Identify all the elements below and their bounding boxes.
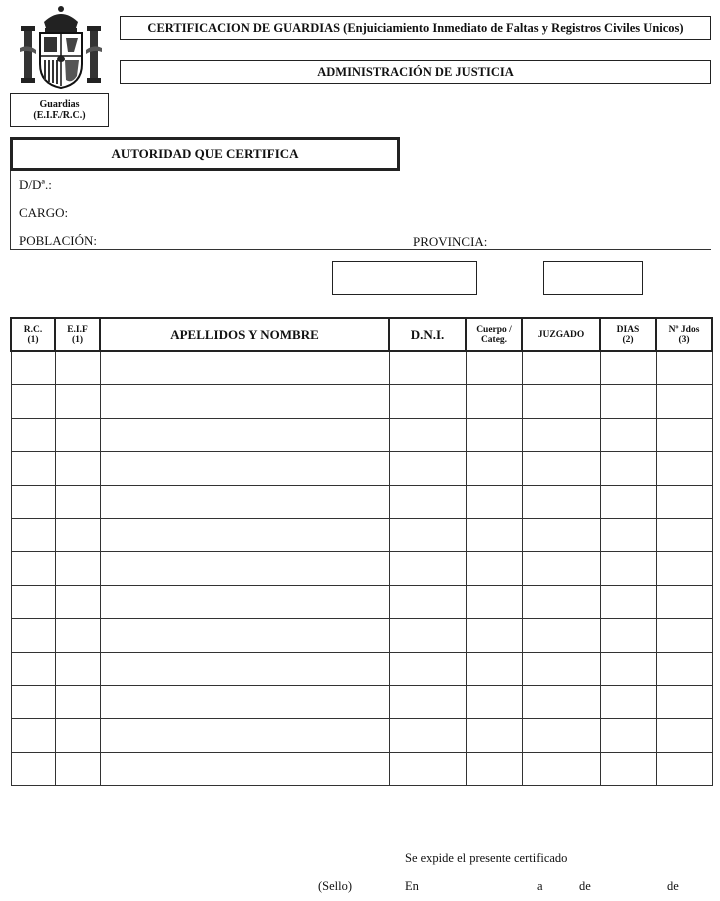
table-cell-eif[interactable] — [55, 351, 100, 385]
table-cell-dias[interactable] — [600, 752, 656, 785]
table-row — [11, 752, 712, 785]
table-cell-apellidos-nombre[interactable] — [100, 752, 389, 785]
table-cell-apellidos-nombre[interactable] — [100, 485, 389, 518]
table-cell-dias[interactable] — [600, 351, 656, 385]
table-cell-cuerpo-categ[interactable] — [466, 351, 522, 385]
table-cell-num-juzgados[interactable] — [656, 385, 712, 418]
column-header-num-juzgados: Nº Jdos (3) — [656, 318, 712, 351]
place-field[interactable] — [425, 877, 530, 893]
table-cell-rc[interactable] — [11, 752, 55, 785]
table-cell-apellidos-nombre[interactable] — [100, 418, 389, 451]
table-cell-apellidos-nombre[interactable] — [100, 552, 389, 585]
table-cell-juzgado[interactable] — [522, 485, 600, 518]
table-cell-dias[interactable] — [600, 585, 656, 618]
column-header-dias: DIAS (2) — [600, 318, 656, 351]
table-cell-cuerpo-categ[interactable] — [466, 652, 522, 685]
table-cell-num-juzgados[interactable] — [656, 752, 712, 785]
table-cell-dias[interactable] — [600, 452, 656, 485]
table-cell-juzgado[interactable] — [522, 518, 600, 551]
table-cell-eif[interactable] — [55, 418, 100, 451]
place-label: En — [405, 879, 419, 893]
table-cell-cuerpo-categ[interactable] — [466, 752, 522, 785]
name-field[interactable] — [60, 176, 700, 194]
table-cell-num-juzgados[interactable] — [656, 552, 712, 585]
coat-of-arms-emblem — [18, 4, 104, 90]
table-body — [11, 351, 712, 786]
table-cell-rc[interactable] — [11, 552, 55, 585]
table-row — [11, 518, 712, 551]
issued-statement: Se expide el presente certificado — [405, 851, 568, 865]
table-cell-apellidos-nombre[interactable] — [100, 585, 389, 618]
table-row — [11, 351, 712, 385]
column-header-dni: D.N.I. — [389, 318, 466, 351]
table-cell-rc[interactable] — [11, 685, 55, 718]
day-label: a — [537, 879, 543, 893]
table-cell-apellidos-nombre[interactable] — [100, 385, 389, 418]
table-cell-dni[interactable] — [389, 518, 466, 551]
table-cell-num-juzgados[interactable] — [656, 452, 712, 485]
table-cell-cuerpo-categ[interactable] — [466, 552, 522, 585]
authority-heading: AUTORIDAD QUE CERTIFICA — [111, 146, 299, 161]
table-cell-eif[interactable] — [55, 585, 100, 618]
table-cell-apellidos-nombre[interactable] — [100, 652, 389, 685]
form-subtitle: ADMINISTRACIÓN DE JUSTICIA — [120, 60, 711, 84]
table-cell-juzgado[interactable] — [522, 652, 600, 685]
table-cell-cuerpo-categ[interactable] — [466, 518, 522, 551]
provincia-field[interactable] — [487, 232, 707, 250]
name-label: D/Dª.: — [19, 177, 52, 192]
table-cell-rc[interactable] — [11, 585, 55, 618]
table-cell-dias[interactable] — [600, 418, 656, 451]
table-cell-eif[interactable] — [55, 518, 100, 551]
table-cell-juzgado[interactable] — [522, 619, 600, 652]
table-cell-dni[interactable] — [389, 418, 466, 451]
authority-heading-box — [10, 137, 400, 171]
table-cell-cuerpo-categ[interactable] — [466, 485, 522, 518]
form-title: CERTIFICACION DE GUARDIAS (Enjuiciamiento Inmediato de Faltas y Registros Civiles Unicos) — [120, 16, 711, 40]
table-cell-eif[interactable] — [55, 552, 100, 585]
table-cell-apellidos-nombre[interactable] — [100, 619, 389, 652]
table-cell-num-juzgados[interactable] — [656, 518, 712, 551]
table-cell-rc[interactable] — [11, 518, 55, 551]
table-cell-num-juzgados[interactable] — [656, 719, 712, 752]
table-cell-cuerpo-categ[interactable] — [466, 619, 522, 652]
code-box-2[interactable] — [543, 261, 643, 295]
table-cell-eif[interactable] — [55, 619, 100, 652]
table-cell-cuerpo-categ[interactable] — [466, 585, 522, 618]
column-header-juzgado: JUZGADO — [522, 318, 600, 351]
code-box-1[interactable] — [332, 261, 477, 295]
table-cell-cuerpo-categ[interactable] — [466, 719, 522, 752]
table-cell-cuerpo-categ[interactable] — [466, 452, 522, 485]
table-cell-rc[interactable] — [11, 418, 55, 451]
table-cell-dni[interactable] — [389, 752, 466, 785]
table-cell-rc[interactable] — [11, 385, 55, 418]
table-cell-juzgado[interactable] — [522, 719, 600, 752]
column-header-apellidos-nombre: APELLIDOS Y NOMBRE — [100, 318, 389, 351]
table-cell-dias[interactable] — [600, 619, 656, 652]
table-cell-dias[interactable] — [600, 385, 656, 418]
year-label: de — [667, 879, 679, 893]
table-cell-cuerpo-categ[interactable] — [466, 685, 522, 718]
table-cell-cuerpo-categ[interactable] — [466, 418, 522, 451]
table-cell-num-juzgados[interactable] — [656, 418, 712, 451]
table-cell-dias[interactable] — [600, 652, 656, 685]
provincia-label: PROVINCIA: — [413, 234, 488, 249]
table-row — [11, 585, 712, 618]
document-type-box — [10, 93, 109, 127]
table-cell-dni[interactable] — [389, 585, 466, 618]
column-header-rc: R.C. (1) — [11, 318, 55, 351]
table-cell-cuerpo-categ[interactable] — [466, 385, 522, 418]
table-cell-apellidos-nombre[interactable] — [100, 518, 389, 551]
table-cell-dni[interactable] — [389, 485, 466, 518]
table-row — [11, 719, 712, 752]
seal-label: (Sello) — [318, 879, 353, 893]
table-row — [11, 452, 712, 485]
table-cell-dias[interactable] — [600, 719, 656, 752]
table-cell-juzgado[interactable] — [522, 351, 600, 385]
table-cell-dni[interactable] — [389, 685, 466, 718]
table-cell-num-juzgados[interactable] — [656, 685, 712, 718]
column-header-eif: E.I.F (1) — [55, 318, 100, 351]
table-cell-rc[interactable] — [11, 719, 55, 752]
table-cell-dni[interactable] — [389, 652, 466, 685]
table-cell-eif[interactable] — [55, 652, 100, 685]
table-row — [11, 619, 712, 652]
table-cell-eif[interactable] — [55, 719, 100, 752]
table-cell-eif[interactable] — [55, 452, 100, 485]
table-cell-apellidos-nombre[interactable] — [100, 351, 389, 385]
table-cell-num-juzgados[interactable] — [656, 485, 712, 518]
table-cell-num-juzgados[interactable] — [656, 619, 712, 652]
table-cell-dias[interactable] — [600, 685, 656, 718]
table-row — [11, 385, 712, 418]
table-cell-dni[interactable] — [389, 552, 466, 585]
table-cell-apellidos-nombre[interactable] — [100, 719, 389, 752]
poblacion-field[interactable] — [97, 232, 397, 250]
column-header-cuerpo-categ: Cuerpo / Categ. — [466, 318, 522, 351]
table-cell-juzgado[interactable] — [522, 585, 600, 618]
table-cell-juzgado[interactable] — [522, 752, 600, 785]
document-type-line1: Guardias — [39, 99, 80, 110]
table-row — [11, 418, 712, 451]
table-cell-num-juzgados[interactable] — [656, 652, 712, 685]
table-cell-dias[interactable] — [600, 518, 656, 551]
table-cell-dias[interactable] — [600, 485, 656, 518]
table-cell-num-juzgados[interactable] — [656, 351, 712, 385]
month-label: de — [579, 879, 591, 893]
table-cell-juzgado[interactable] — [522, 685, 600, 718]
table-cell-eif[interactable] — [55, 685, 100, 718]
table-cell-juzgado[interactable] — [522, 385, 600, 418]
table-cell-dias[interactable] — [600, 552, 656, 585]
table-cell-juzgado[interactable] — [522, 418, 600, 451]
table-cell-dni[interactable] — [389, 452, 466, 485]
table-cell-dni[interactable] — [389, 385, 466, 418]
table-row — [11, 552, 712, 585]
table-row — [11, 652, 712, 685]
table-row — [11, 485, 712, 518]
table-cell-num-juzgados[interactable] — [656, 585, 712, 618]
poblacion-label: POBLACIÓN: — [19, 233, 98, 248]
table-cell-eif[interactable] — [55, 385, 100, 418]
table-cell-juzgado[interactable] — [522, 552, 600, 585]
table-cell-eif[interactable] — [55, 752, 100, 785]
table-header-row — [11, 318, 712, 351]
document-type-line2: (E.I.F./R.C.) — [33, 110, 86, 121]
cargo-label: CARGO: — [19, 205, 69, 220]
guard-table — [10, 317, 713, 786]
table-cell-rc[interactable] — [11, 652, 55, 685]
table-cell-dni[interactable] — [389, 619, 466, 652]
table-cell-dni[interactable] — [389, 719, 466, 752]
table-cell-juzgado[interactable] — [522, 452, 600, 485]
table-cell-apellidos-nombre[interactable] — [100, 452, 389, 485]
cargo-field[interactable] — [70, 204, 700, 222]
table-cell-eif[interactable] — [55, 485, 100, 518]
table-cell-rc[interactable] — [11, 619, 55, 652]
table-cell-dni[interactable] — [389, 351, 466, 385]
table-cell-rc[interactable] — [11, 452, 55, 485]
table-cell-apellidos-nombre[interactable] — [100, 685, 389, 718]
table-cell-rc[interactable] — [11, 485, 55, 518]
table-cell-rc[interactable] — [11, 351, 55, 385]
table-row — [11, 685, 712, 718]
